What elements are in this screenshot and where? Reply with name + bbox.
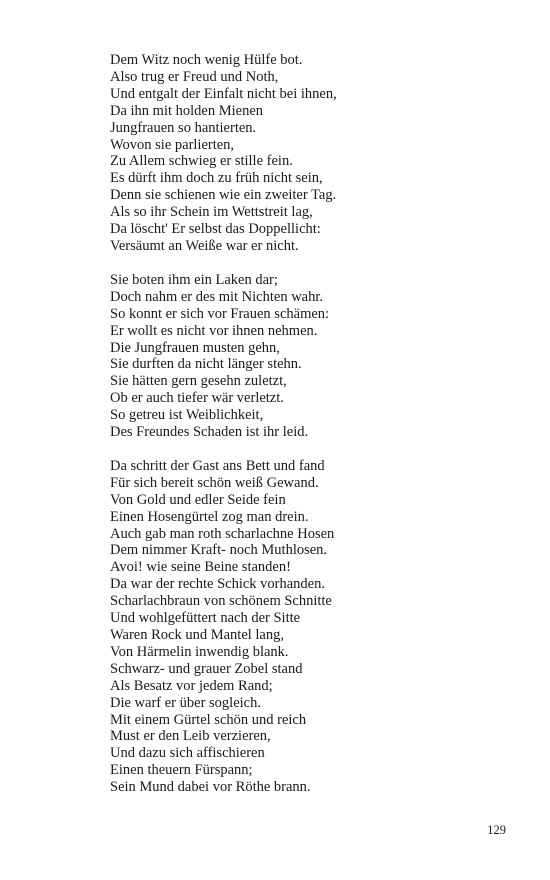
verse-line: Jungfrauen so hantierten. [110, 119, 257, 136]
verse-line: Sie boten ihm ein Laken dar; [110, 271, 278, 288]
verse-line: Es dürft ihm doch zu früh nicht sein, [110, 170, 323, 187]
verse-line: Also trug er Freud und Noth, [110, 68, 279, 85]
verse-line: Die warf er über sogleich. [110, 694, 261, 711]
verse-line: Da ihn mit holden Mienen [110, 102, 264, 119]
verse-line: Da war der rechte Schick vorhanden. [110, 576, 325, 593]
verse-line: Da löscht' Er selbst das Doppellicht: [110, 221, 321, 238]
verse-line: Und dazu sich affischieren [110, 745, 265, 762]
verse-line: Schwarz- und grauer Zobel stand [110, 660, 303, 677]
verse-line: Dem Witz noch wenig Hülfe bot. [110, 52, 303, 68]
page-number: 129 [487, 823, 506, 837]
verse-line: Scharlachbraun von schönem Schnitte [110, 593, 332, 610]
stanza-2 [110, 272, 510, 441]
verse-line: Die Jungfrauen musten gehn, [110, 339, 280, 356]
verse-line: Und entgalt der Einfalt nicht bei ihnen, [110, 85, 337, 102]
verse-line: Dem nimmer Kraft- noch Muthlosen. [110, 542, 328, 559]
verse-line: So getreu ist Weiblichkeit, [110, 407, 264, 424]
verse-line: So konnt er sich vor Frauen schämen: [110, 305, 330, 322]
verse-line: Da schritt der Gast ans Bett und fand [110, 457, 325, 474]
verse-line: Sie hätten gern gesehn zuletzt, [110, 373, 287, 390]
verse-line: Denn sie schienen wie ein zweiter Tag. [110, 187, 337, 204]
poem-text [110, 52, 510, 813]
verse-line: Waren Rock und Mantel lang, [110, 627, 284, 643]
stanza-1 [110, 52, 510, 255]
verse-line: Mit einem Gürtel schön und reich [110, 711, 307, 728]
verse-line: Von Gold und edler Seide fein [110, 491, 286, 508]
verse-line: Wovon sie parlierten, [110, 136, 235, 153]
verse-line: Avoi! wie seine Beine standen! [110, 559, 291, 576]
verse-line: Sein Mund dabei vor Röthe brann. [110, 779, 311, 796]
verse-line: Must er den Leib verzieren, [110, 728, 271, 745]
verse-line: Einen theuern Fürspann; [110, 762, 253, 779]
verse-line: Zu Allem schwieg er stille fein. [110, 153, 293, 170]
verse-line: Doch nahm er des mit Nichten wahr. [110, 288, 324, 305]
verse-line: Als Besatz vor jedem Rand; [110, 677, 273, 694]
verse-line: Versäumt an Weiße war er nicht. [110, 237, 299, 254]
verse-line: Auch gab man roth scharlachne Hosen [110, 525, 335, 542]
verse-line: Ob er auch tiefer wär verletzt. [110, 390, 284, 407]
verse-line: Er wollt es nicht vor ihnen nehmen. [110, 322, 318, 339]
verse-line: Einen Hosengürtel zog man drein. [110, 508, 309, 525]
verse-line: Des Freundes Schaden ist ihr leid. [110, 424, 309, 441]
verse-line: Sie durften da nicht länger stehn. [110, 356, 302, 373]
verse-line: Von Härmelin inwendig blank. [110, 643, 289, 660]
verse-line: Als so ihr Schein im Wettstreit lag, [110, 204, 313, 221]
verse-line: Und wohlgefüttert nach der Sitte [110, 610, 301, 627]
stanza-3 [110, 458, 510, 796]
verse-line: Für sich bereit schön weiß Gewand. [110, 474, 319, 491]
